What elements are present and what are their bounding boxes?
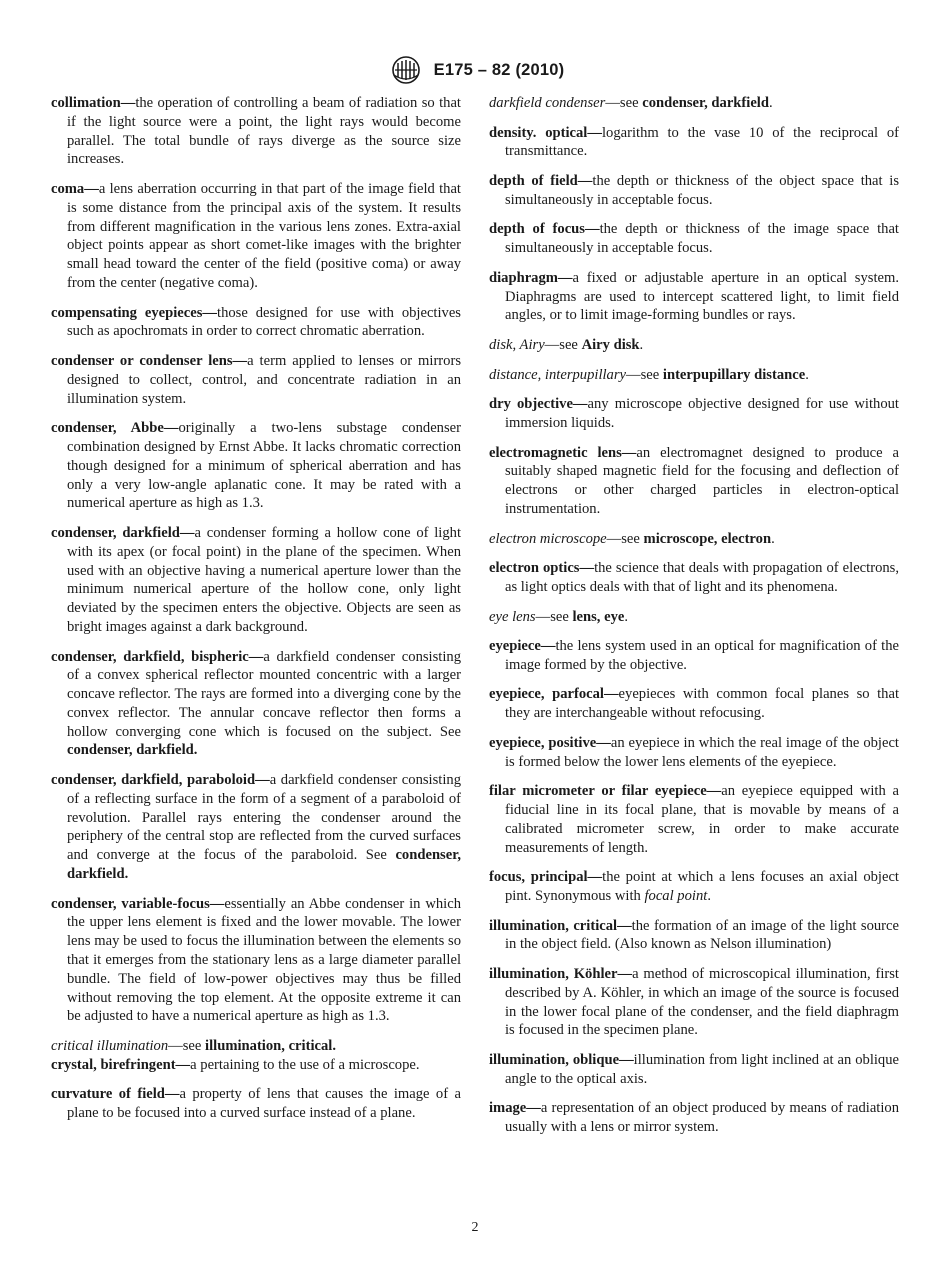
entry-definition: an eyepiece in which the real image of the object is formed below the lower lens elements of the eyepiece. [505,734,899,770]
glossary-entry [489,1099,899,1137]
entry-end: . [768,95,773,111]
entry-term: electromagnetic lens— [489,444,637,461]
entry-term: focus, principal— [489,869,603,886]
entry-term-italic: electron microscope [489,530,607,547]
glossary-entry [489,608,899,627]
cross-reference: lens, eye [572,608,625,625]
entry-term: image— [489,1100,541,1117]
glossary-entry [489,366,899,385]
entry-term: compensating eyepieces— [51,304,218,321]
entry-definition: illumination from light inclined at an oblique angle to the optical axis. [505,1052,899,1087]
glossary-entry [489,172,899,210]
entry-term-italic: eye lens [489,608,536,625]
entry-term: density. optical— [489,124,602,141]
glossary-entry [489,220,899,258]
cross-reference: condenser, darkfield. [67,742,198,759]
cross-reference: condenser, darkfield. [67,847,461,883]
entry-end: . [707,888,711,905]
page-header [0,55,950,85]
entry-definition: the operation of controlling a beam of radiation so that if the light source were a point, the light rays would become parallel. The total bundle of rays diverge as the source size increases. [67,95,461,168]
entry-term: condenser, variable-focus— [51,895,225,912]
glossary-entry [51,180,461,293]
entry-definition: an eyepiece equipped with a fiducial line in its focal plane, that is movable by means of a calibrated micrometer screw, in order to make accurate measurements of length. [505,783,899,856]
entry-definition: those designed for use with objectives such as apochromats in order to correct chromatic aberration. [67,304,461,340]
entry-end: . [639,336,644,353]
cross-reference: condenser, darkfield [642,95,769,111]
entry-definition: the point at which a lens focuses an axial object pint. Synonymous with [505,869,899,905]
entry-definition: any microscope objective designed for use without immersion liquids. [505,396,899,431]
entry-definition: the science that deals with propagation of electrons, as light optics deals with that of light and its phenomena. [505,560,899,595]
see-text: —see [626,366,663,383]
entry-definition: the depth or thickness of the object space that is simultaneously in acceptable focus. [505,172,900,208]
entry-definition: eyepieces with common focal planes so that they are interchangeable without refocusing. [505,686,899,722]
entry-definition: a property of lens that causes the image of a plane to be focused into a curved surface instead of a plane. [67,1086,461,1122]
glossary-entry [51,895,461,1027]
glossary-entry [489,530,899,549]
cross-reference: Airy disk [581,336,640,353]
glossary-entry [489,685,899,723]
glossary-entry [51,1085,461,1123]
entry-definition: a fixed or adjustable aperture in an optical system. Diaphragms are used to intercept scattered light, to limit field angles, or to limit image-forming bundles or rays. [505,269,899,324]
cross-reference: interpupillary distance [662,366,806,383]
glossary-entry [489,94,899,113]
glossary-entry [51,1056,461,1075]
entry-definition: an electromagnet designed to produce a suitably shaped magnetic field for the focusing and deflection of electrons or other charged particles in electron-optical instrumentation. [505,444,899,517]
entry-term: condenser, darkfield— [51,524,195,541]
entry-term-italic: disk, Airy [489,336,545,353]
see-text: —see [605,95,643,111]
glossary-entry [51,648,461,761]
astm-logo-icon [386,55,426,85]
entry-definition: logarithm to the vase 10 of the reciprocal of transmittance. [505,124,899,160]
cross-reference: illumination, critical. [205,1038,336,1055]
entry-term: dry objective— [489,396,588,413]
glossary-entry [51,94,461,169]
entry-definition: a term applied to lenses or mirrors designed to collect, control, and concentrate radiation in an illumination system. [67,352,462,407]
entry-definition: the depth or thickness of the image space that simultaneously in acceptable focus. [505,221,899,257]
entry-end: . [805,366,809,383]
glossary-entry [489,336,899,355]
glossary-entry [489,734,899,772]
entry-definition: the formation of an image of the light source in the object field. (Also known as Nelson illumination) [505,917,899,953]
entry-term: depth of field— [489,172,593,189]
entry-definition: a method of microscopical illumination, first described by A. Köhler, in which an image of the source is focused in the lower focal plane of the condenser, and the field diaphragm is focused in the specimen plane. [505,966,899,1039]
entry-term: eyepiece, parfocal— [489,686,619,703]
document-designation: E175 – 82 (2010) [433,60,565,79]
glossary-entry [489,395,899,433]
right-column [489,94,899,1148]
entry-term: condenser, Abbe— [51,420,179,437]
glossary-entry [51,1037,461,1056]
entry-term-italic: critical illumination [51,1038,169,1055]
cross-reference: microscope, electron [643,530,772,547]
glossary-entry [51,419,461,513]
entry-term: illumination, Köhler— [489,966,633,983]
entry-term: depth of focus— [489,221,600,238]
glossary-entry [489,1051,899,1089]
entry-term: coma— [51,180,99,197]
entry-term: eyepiece, positive— [489,734,611,751]
see-text: —see [606,530,644,547]
entry-term-italic: distance, interpupillary [489,366,627,383]
see-text: —see [168,1038,206,1055]
entry-definition: a pertaining to the use of a microscope. [190,1056,420,1073]
entry-definition: a darkfield condenser consisting of a convex spherical reflector mounted concentric with a larger concave reflector. The rays are formed into a diverging cone by the convex reflector. The annular concave reflector then forms a hollow converging cone which is focused on the subject. See [67,648,461,740]
glossary-entry [489,637,899,675]
entry-term: crystal, birefringent— [51,1056,191,1073]
glossary-entry [51,524,461,637]
glossary-entry [489,965,899,1040]
entry-term: filar micrometer or filar eyepiece— [489,783,722,800]
entry-definition: the lens system used in an optical for magnification of the image formed by the objective. [505,638,899,673]
entry-end: . [624,608,629,625]
see-text: —see [544,336,582,353]
glossary-entry [489,559,899,597]
entry-term: illumination, oblique— [489,1052,634,1069]
glossary-entry [489,782,899,857]
glossary-entry [489,269,899,325]
entry-term: diaphragm— [489,269,573,286]
entry-term: condenser or condenser lens— [51,352,248,369]
glossary-entry [51,352,461,408]
entry-end: . [771,530,775,547]
glossary-entry [489,444,899,519]
glossary-entry [51,304,461,342]
entry-term: illumination, critical— [489,917,632,934]
entry-definition: a darkfield condenser consisting of a reflecting surface in the form of a segment of a paraboloid of revolution. Parallel rays entering the condenser around the periphery of the central stop are reflected from the curved surfaces and converge at the focus of the paraboloid. See [67,772,461,864]
entry-definition: a lens aberration occurring in that part of the image field that is some distance from the principal axis of the system. It results from different magnification in the various lens zones. Extra-axial object points appear as short comet-like images with the brighter small head toward the center of the field (positive coma) or away from the center (negative coma). [67,180,461,291]
entry-term: condenser, darkfield, paraboloid— [51,772,270,789]
entry-term: curvature of field— [51,1086,180,1103]
glossary-entry [489,124,899,162]
glossary-entry [489,868,899,906]
entry-definition: originally a two-lens substage condenser combination designed by Ernst Abbe. It lacks chromatic correction though designed for a minimum of spherical aberration and has only a very low-angle aplanatic cone. It may be rated with a numerical aperture as high as 1.3. [67,420,461,512]
entry-italic-text: focal point [644,888,708,905]
entry-definition: a representation of an object produced by means of radiation usually with a lens or mirror system. [505,1100,899,1136]
page-number: 2 [471,1220,479,1235]
entry-term-italic: darkfield condenser [489,95,606,111]
entry-term: condenser, darkfield, bispheric— [51,648,264,665]
entry-term: collimation— [51,95,136,111]
see-text: —see [535,608,573,625]
entry-term: electron optics— [489,560,595,577]
entry-term: eyepiece— [489,638,556,655]
left-column [51,94,461,1134]
entry-definition: essentially an Abbe condenser in which the upper lens element is fixed and the lower movable. The lower lens may be used to focus the illumination between the elements so that it emerges from the stationary lens as a large diameter parallel bundle. The field of low-power objectives may thus be filled without removing the top element. At the opposite extreme it can be adjusted to have a numerical aperture as high as 1.3. [67,895,461,1025]
entry-definition: a condenser forming a hollow cone of light with its apex (or focal point) in the plane of the specimen. When used with an objective having a numerical aperture lower than the minimum numerical aperture of the hollow cone, only light deviated by the specimen enters the objective. Objects are seen as bright images against a dark background. [67,524,462,635]
glossary-entry [489,917,899,955]
glossary-entry [51,771,461,884]
